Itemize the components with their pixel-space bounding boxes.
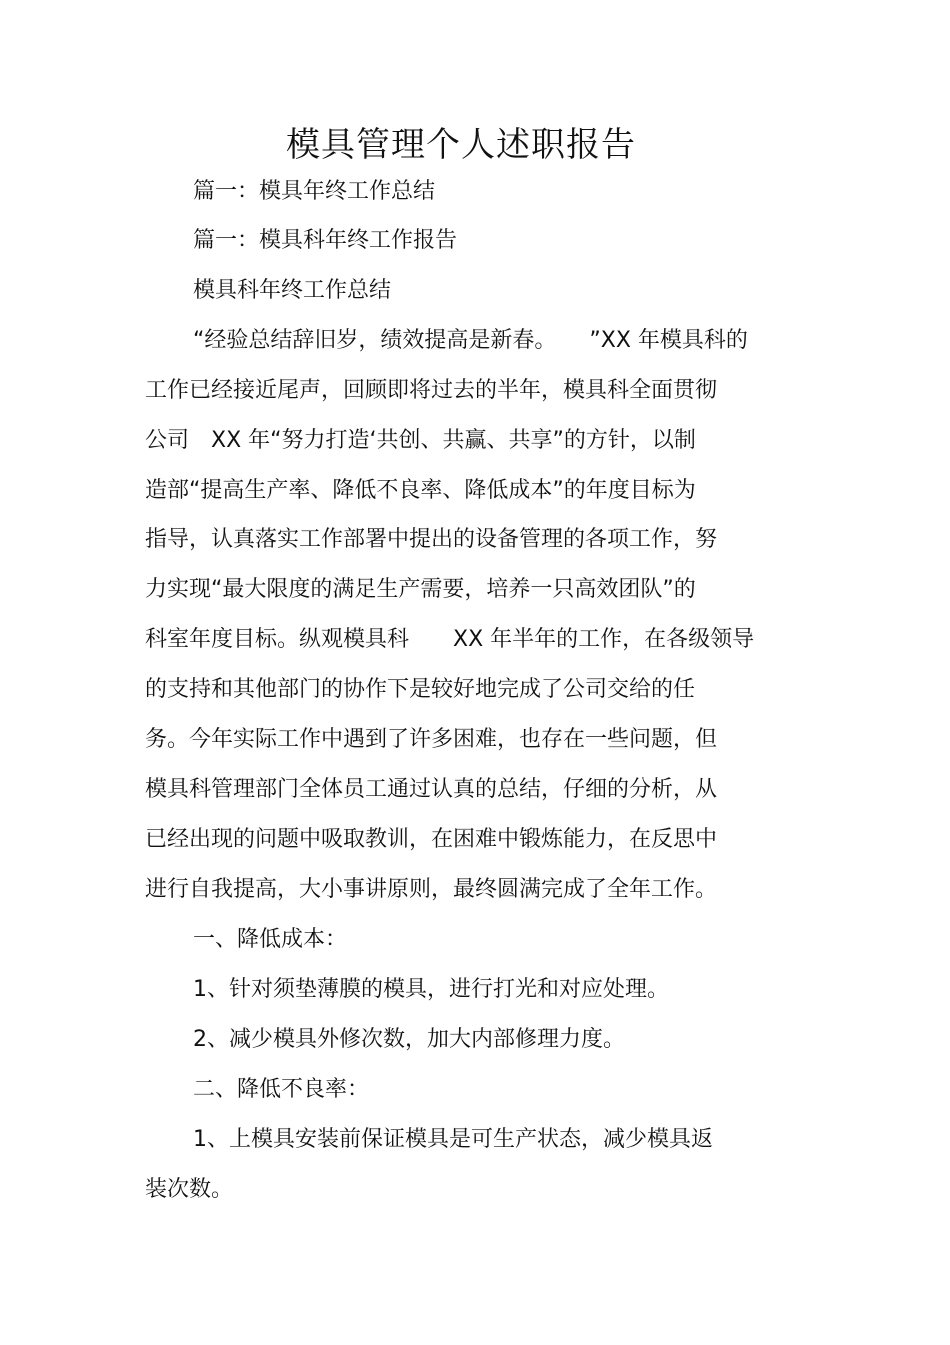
list-item: 1、上模具安装前保证模具是可生产状态，减少模具返 xyxy=(193,1127,713,1152)
paragraph-line: 指导，认真落实工作部署中提出的设备管理的各项工作，努 xyxy=(145,527,718,552)
paragraph-line: 务。今年实际工作中遇到了许多困难，也存在一些问题，但 xyxy=(145,727,718,752)
document-title: 模具管理个人述职报告 xyxy=(286,125,636,165)
heading-line: 篇一：模具科年终工作报告 xyxy=(193,228,458,253)
paragraph-line: 进行自我提高，大小事讲原则，最终圆满完成了全年工作。 xyxy=(145,877,718,902)
paragraph-line: 的支持和其他部门的协作下是较好地完成了公司交给的任 xyxy=(145,677,696,702)
section-heading: 一、降低成本： xyxy=(193,927,348,952)
section-heading: 二、降低不良率： xyxy=(193,1077,370,1102)
list-item-continuation: 装次数。 xyxy=(145,1177,234,1202)
list-item: 2、减少模具外修次数，加大内部修理力度。 xyxy=(193,1027,625,1052)
paragraph-line: 公司 XX 年“努力打造‘共创、共赢、共享”的方针，以制 xyxy=(145,428,696,453)
paragraph-line: 科室年度目标。纵观模具科 XX 年半年的工作，在各级领导 xyxy=(145,627,755,652)
paragraph-line: 已经出现的问题中吸取教训，在困难中锻炼能力，在反思中 xyxy=(145,827,718,852)
paragraph-line: 工作已经接近尾声，回顾即将过去的半年，模具科全面贯彻 xyxy=(145,378,718,403)
list-item: 1、针对须垫薄膜的模具，进行打光和对应处理。 xyxy=(193,977,669,1002)
paragraph-line: 模具科管理部门全体员工通过认真的总结，仔细的分析，从 xyxy=(145,777,718,802)
paragraph-line: 力实现“最大限度的满足生产需要，培养一只高效团队”的 xyxy=(145,577,696,602)
paragraph-line: “经验总结辞旧岁，绩效提高是新春。 ”XX 年模具科的 xyxy=(193,328,748,353)
heading-line: 模具科年终工作总结 xyxy=(193,278,392,303)
heading-line: 篇一：模具年终工作总结 xyxy=(193,179,436,204)
paragraph-line: 造部“提高生产率、降低不良率、降低成本”的年度目标为 xyxy=(145,478,696,503)
